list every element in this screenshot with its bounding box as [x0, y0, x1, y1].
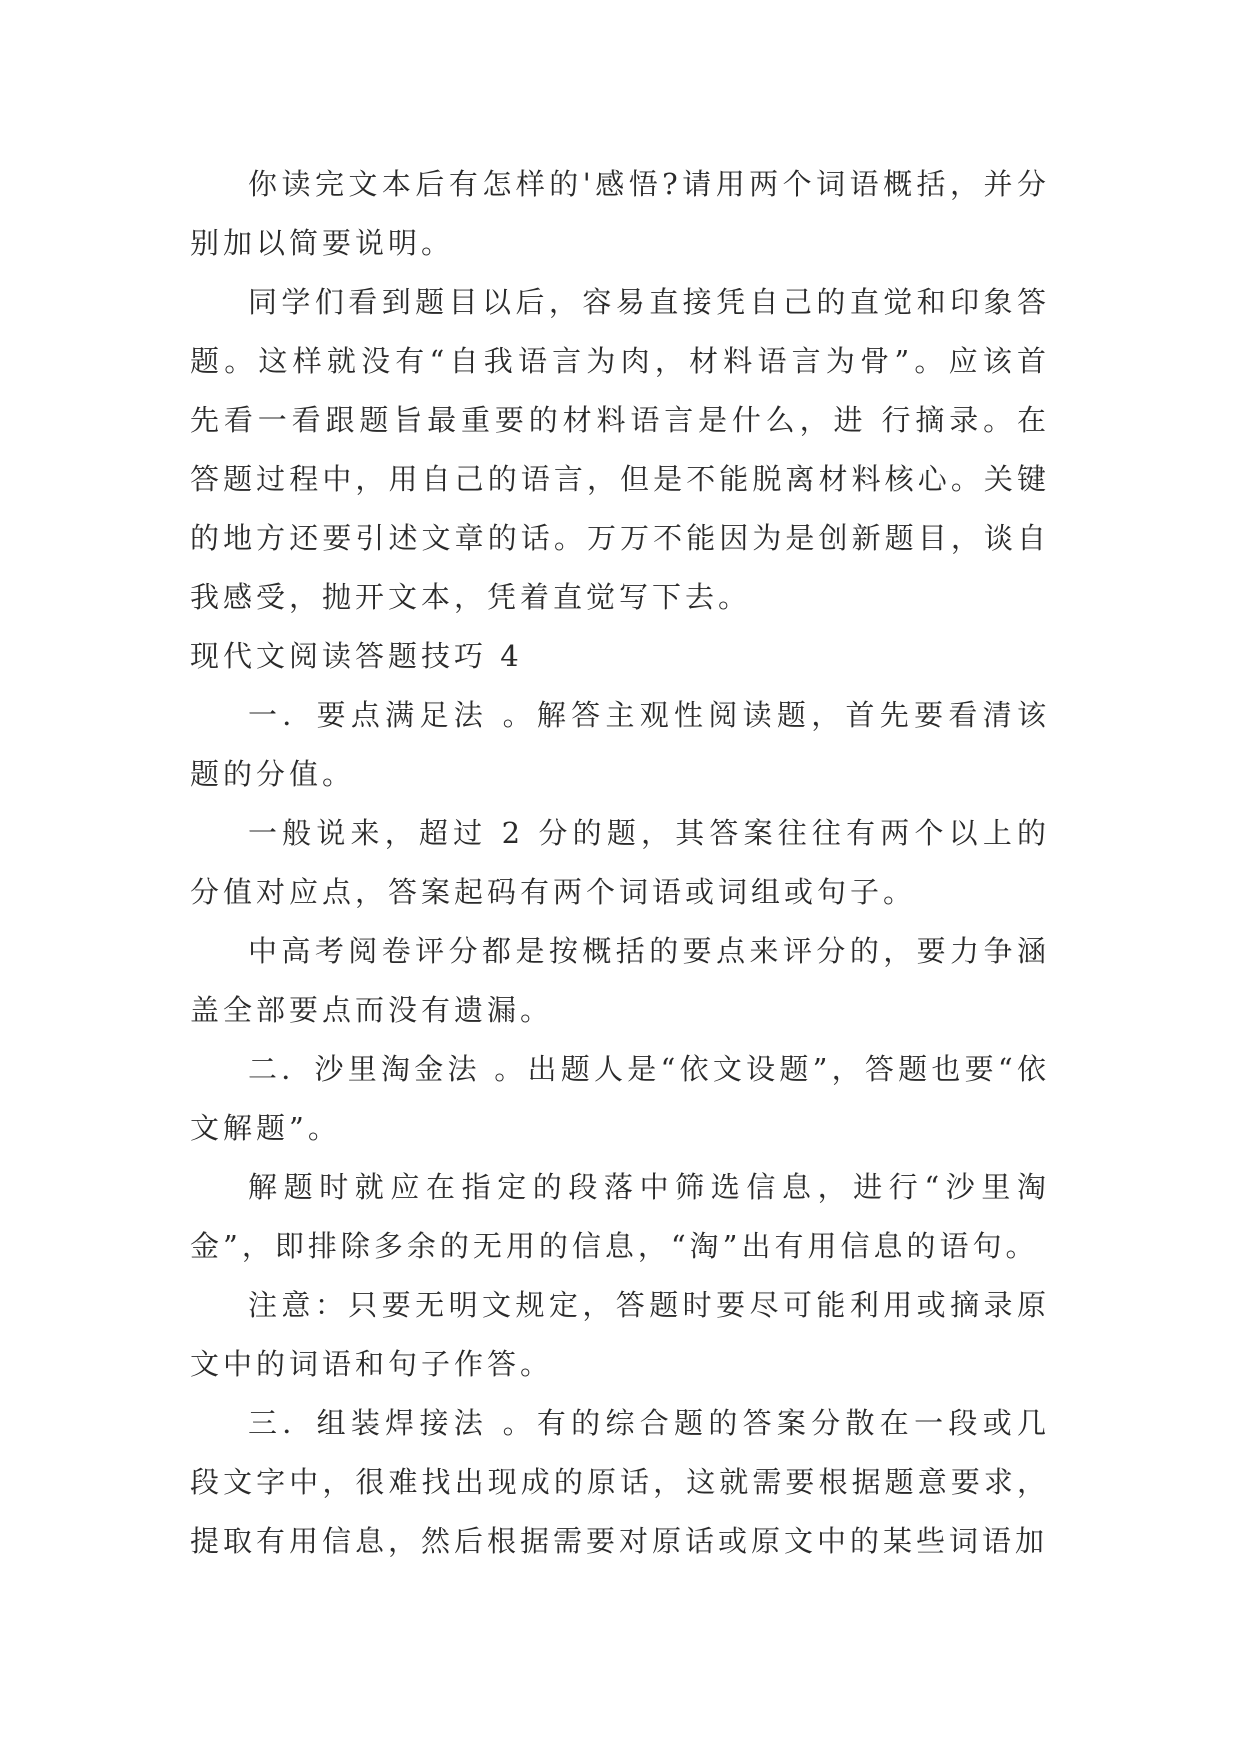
paragraph-1: 你读完文本后有怎样的'感悟?请用两个词语概括，并分别加以简要说明。 [190, 167, 1050, 260]
paragraph-4: 一般说来，超过 2 分的题，其答案往往有两个以上的分值对应点，答案起码有两个词语或词组或句子。 [190, 816, 1050, 909]
paragraph-2: 同学们看到题目以后，容易直接凭自己的直觉和印象答题。这样就没有“自我语言为肉，材料语言为骨”。应该首先看一看跟题旨最重要的材料语言是什么，进 行摘录。在答题过程中，用自己的语言，但是不能脱离材料核心。关键的地方还要引述文章的话。万万不能因为是创新题目，谈自我感受，抛开文本，凭着直觉写下去。 [190, 285, 1050, 614]
document-page [190, 155, 1050, 1571]
section-heading: 现代文阅读答题技巧 4 [190, 639, 523, 673]
paragraph-8: 注意：只要无明文规定，答题时要尽可能利用或摘录原文中的词语和句子作答。 [190, 1288, 1050, 1381]
paragraph-5: 中高考阅卷评分都是按概括的要点来评分的，要力争涵盖全部要点而没有遗漏。 [190, 934, 1050, 1027]
paragraph-6: 二．沙里淘金法 。出题人是“依文设题”，答题也要“依文解题”。 [190, 1052, 1050, 1145]
paragraph-9: 三．组装焊接法 。有的综合题的答案分散在一段或几段文字中，很难找出现成的原话，这就需要根据题意要求，提取有用信息，然后根据需要对原话或原文中的某些词语加 [190, 1406, 1050, 1558]
paragraph-7: 解题时就应在指定的段落中筛选信息，进行“沙里淘金”，即排除多余的无用的信息，“淘”出有用信息的语句。 [190, 1170, 1050, 1263]
paragraph-3: 一．要点满足法 。解答主观性阅读题，首先要看清该题的分值。 [190, 698, 1050, 791]
